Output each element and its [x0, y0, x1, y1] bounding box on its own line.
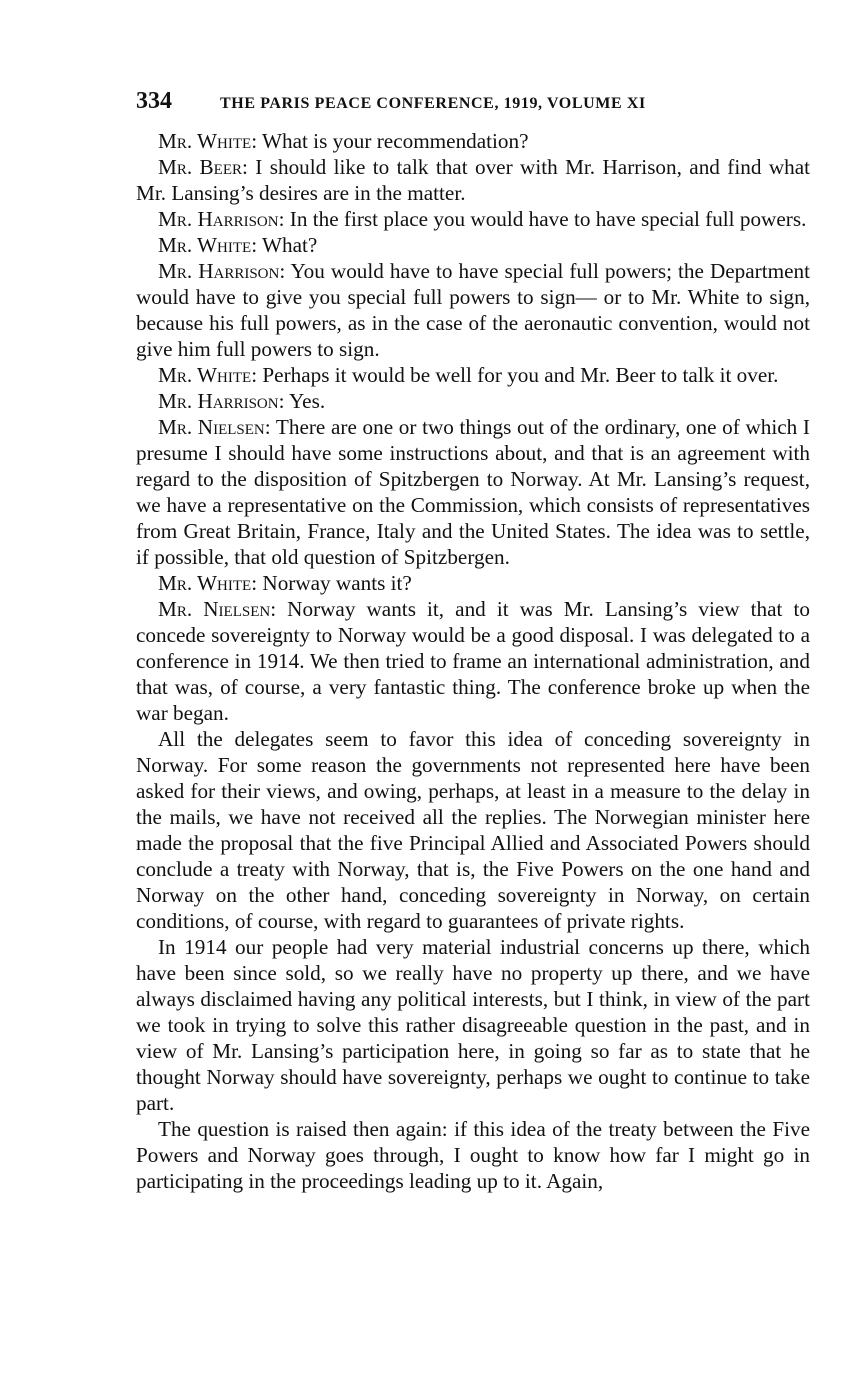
document-page [136, 88, 810, 1194]
paragraph [136, 232, 810, 258]
paragraph-text: Norway wants it? [257, 571, 412, 595]
speaker-label: Mr. Nielsen: [158, 415, 271, 439]
paragraph [136, 362, 810, 388]
page-header [136, 88, 810, 122]
paragraph [136, 206, 810, 232]
paragraph-text: In the first place you would have to have special full powers. [284, 207, 807, 231]
paragraph [136, 128, 810, 154]
paragraph [136, 154, 810, 206]
speaker-label: Mr. White: [158, 233, 258, 257]
speaker-label: Mr. Harrison: [158, 207, 285, 231]
speaker-label: Mr. White: [158, 363, 258, 387]
paragraph-text: Norway wants it, and it was Mr. Lansing’s view that to concede sovereignty to Norway would be a good disposal. I was delegated to a conference in 1914. We then tried to frame an international administration, and that was, of course, a very fantastic thing. The conference broke up when the war began. [136, 597, 810, 725]
running-head: THE PARIS PEACE CONFERENCE, 1919, VOLUME XI [220, 95, 646, 112]
paragraph [136, 570, 810, 596]
speaker-label: Mr. Nielsen: [158, 597, 277, 621]
speaker-label: Mr. White: [158, 129, 258, 153]
paragraph-text: In 1914 our people had very material industrial concerns up there, which have been since sold, so we really have no property up there, and we have always disclaimed having any political interests, but I think, in view of the part we took in trying to solve this rather disagreeable question in the past, and in view of Mr. Lansing’s participation here, in going so far as to state that he thought Norway should have sovereignty, perhaps we ought to continue to take part. [136, 935, 810, 1115]
paragraph [136, 934, 810, 1116]
paragraph [136, 726, 810, 934]
paragraph [136, 388, 810, 414]
speaker-label: Mr. White: [158, 571, 258, 595]
speaker-label: Mr. Harrison: [158, 259, 286, 283]
paragraph-text: Yes. [284, 389, 326, 413]
speaker-label: Mr. Beer: [158, 155, 248, 179]
paragraph-text: You would have to have special full powers; the Department would have to give you special full powers to sign— or to Mr. White to sign, because his full powers, as in the case of the aeronautic convention, would not give him full powers to sign. [136, 259, 810, 361]
paragraph-text: What is your recommendation? [257, 129, 529, 153]
paragraph-text: All the delegates seem to favor this idea of conceding sovereignty in Norway. For some reason the governments not represented here have been asked for their views, and owing, perhaps, at least in a measure to the delay in the mails, we have not received all the replies. The Norwegian minister here made the proposal that the five Principal Allied and Associated Powers should conclude a treaty with Norway, that is, the Five Powers on the one hand and Norway on the other hand, conceding sovereignty in Norway, on certain conditions, of course, with regard to guarantees of private rights. [136, 727, 810, 933]
paragraph-text: What? [257, 233, 318, 257]
paragraph-text: I should like to talk that over with Mr. Harrison, and find what Mr. Lansing’s desires are in the matter. [136, 155, 810, 205]
paragraph [136, 258, 810, 362]
paragraph [136, 414, 810, 570]
paragraph-text: Perhaps it would be well for you and Mr. Beer to talk it over. [257, 363, 779, 387]
speaker-label: Mr. Harrison: [158, 389, 285, 413]
page-number: 334 [136, 88, 172, 114]
paragraph [136, 596, 810, 726]
paragraph-text: There are one or two things out of the ordinary, one of which I presume I should have some instructions about, and that is an agreement with regard to the disposition of Spitzbergen to Norway. At Mr. Lansing’s request, we have a representative on the Commission, which consists of representatives from Great Britain, France, Italy and the United States. The idea was to settle, if possible, that old question of Spitzbergen. [136, 415, 810, 569]
paragraph [136, 1116, 810, 1194]
document-body [136, 128, 810, 1194]
paragraph-text: The question is raised then again: if this idea of the treaty between the Five Powers and Norway goes through, I ought to know how far I might go in participating in the proceedings leading up to it. Again, [136, 1117, 810, 1193]
